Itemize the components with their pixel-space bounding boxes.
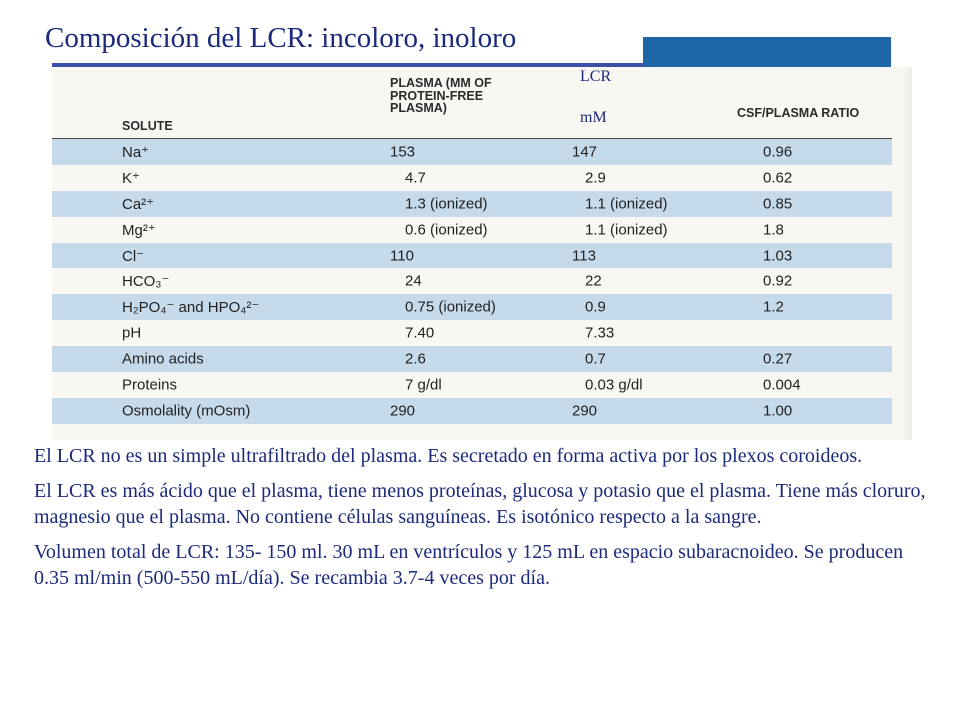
header-solute: SOLUTE: [122, 119, 173, 133]
cell-solute: Ca²⁺: [122, 195, 155, 213]
page-edge-shadow: [900, 67, 912, 440]
cell-ratio: 0.004: [763, 376, 801, 394]
cell-solute: Amino acids: [122, 350, 204, 368]
cell-plasma: 24: [405, 272, 422, 290]
cell-ratio: 1.2: [763, 298, 784, 316]
cell-csf: 1.1 (ionized): [585, 221, 668, 239]
cell-plasma: 0.75 (ionized): [405, 298, 496, 316]
mm-unit-label: mM: [580, 109, 607, 126]
table-row: [52, 217, 892, 243]
table-row: [52, 243, 892, 269]
table-row: [52, 268, 892, 294]
cell-plasma: 290: [390, 402, 416, 420]
cell-csf: 22: [585, 272, 602, 290]
cell-ratio: 0.92: [763, 272, 793, 290]
cell-csf: 0.7: [585, 350, 606, 368]
cell-plasma: 4.7: [405, 169, 426, 187]
cell-ratio: 0.27: [763, 350, 793, 368]
cell-csf: 2.9: [585, 169, 606, 187]
explanation-text: [34, 443, 934, 600]
table-row: [52, 165, 892, 191]
cell-solute: HCO₃⁻: [122, 273, 170, 291]
table-row: [52, 398, 892, 424]
decorative-blue-bar: [643, 37, 891, 68]
cell-ratio: 1.03: [763, 247, 793, 264]
table-row: [52, 294, 892, 320]
cell-csf: 290: [572, 402, 598, 420]
solute-table-body: [52, 139, 892, 424]
cell-ratio: 0.96: [763, 143, 793, 161]
cell-csf: 7.33: [585, 324, 615, 342]
table-row: [52, 320, 892, 346]
cell-plasma: 153: [390, 143, 416, 161]
cell-csf: 113: [572, 247, 596, 264]
cell-solute: Proteins: [122, 376, 178, 394]
cell-plasma: 110: [390, 247, 414, 264]
cell-solute: pH: [122, 324, 142, 342]
cell-solute: H₂PO₄⁻ and HPO₄²⁻: [122, 299, 260, 317]
cell-solute: K⁺: [122, 169, 140, 187]
cell-ratio: 1.8: [763, 221, 784, 239]
cell-solute: Mg²⁺: [122, 221, 156, 239]
cell-solute: Osmolality (mOsm): [122, 402, 251, 420]
table-row: [52, 372, 892, 398]
cell-ratio: 0.62: [763, 169, 793, 187]
cell-csf: 0.9: [585, 298, 606, 316]
slide-title: Composición del LCR: incoloro, inoloro: [45, 22, 517, 54]
cell-plasma: 0.6 (ionized): [405, 221, 488, 239]
header-ratio: CSF/PLASMA RATIO: [737, 106, 860, 120]
cell-csf: 0.03 g/dl: [585, 376, 643, 394]
cell-csf: 147: [572, 143, 598, 161]
lcr-column-label: LCR: [580, 68, 612, 85]
cell-ratio: 1.00: [763, 402, 793, 420]
cell-plasma: 7.40: [405, 324, 435, 342]
cell-plasma: 1.3 (ionized): [405, 195, 488, 213]
cell-ratio: 0.85: [763, 195, 793, 213]
header-plasma: PLASMA (MM OF PROTEIN-FREE PLASMA): [390, 76, 492, 115]
cell-solute: Cl⁻: [122, 247, 145, 265]
paragraph-ultrafiltrate: El LCR no es un simple ultrafiltrado del plasma. Es secretado en forma activa por los plexos coroideos.: [34, 445, 863, 467]
cell-csf: 1.1 (ionized): [585, 195, 668, 213]
table-row: [52, 346, 892, 372]
table-photo: [52, 67, 912, 440]
paragraph-composition: El LCR es más ácido que el plasma, tiene menos proteínas, glucosa y potasio que el plasma. Tiene más cloruro, magnesio que el plasma. No contiene células sanguíneas. Es isotónico respecto a la sangre.: [34, 479, 926, 528]
cell-plasma: 7 g/dl: [405, 376, 442, 394]
table-row: [52, 191, 892, 217]
paragraph-volume: Volumen total de LCR: 135- 150 ml. 30 mL en ventrículos y 125 mL en espacio subaracnoideo. Se producen 0.35 ml/min (500-550 mL/día). Se recambia 3.7-4 veces por día.: [34, 540, 904, 589]
cell-solute: Na⁺: [122, 143, 150, 161]
table-row: [52, 139, 892, 165]
cell-plasma: 2.6: [405, 350, 426, 368]
